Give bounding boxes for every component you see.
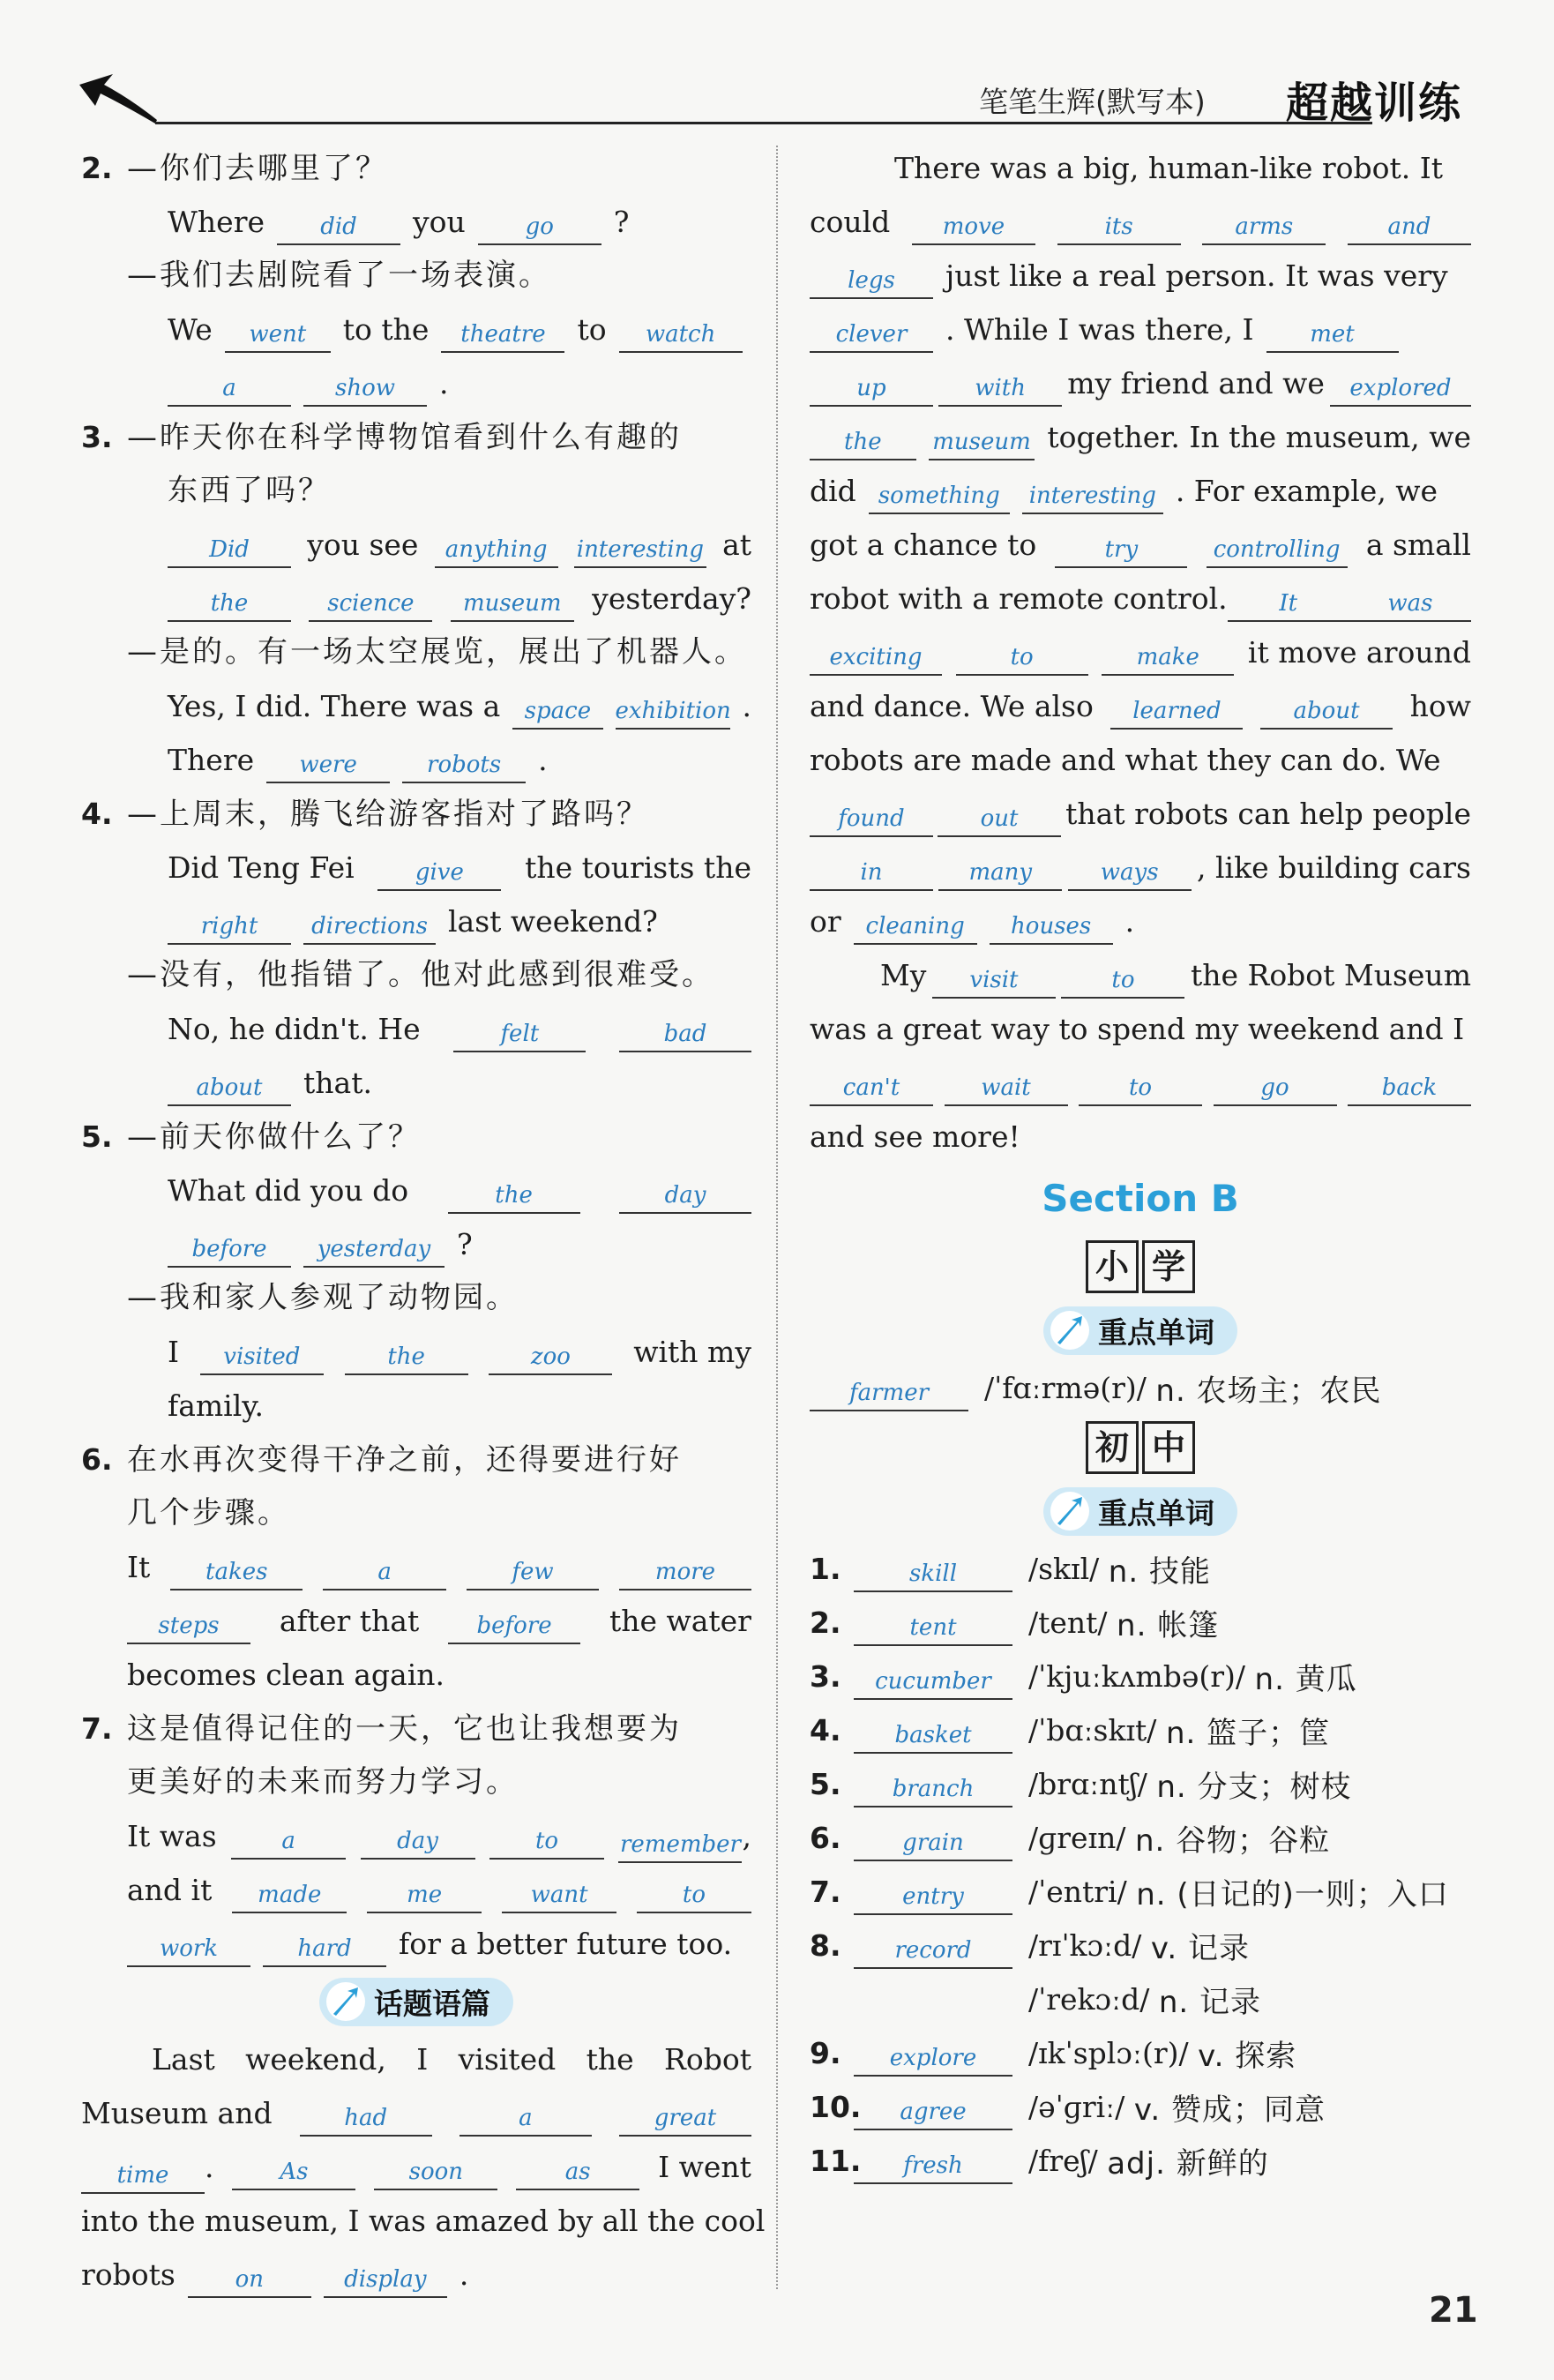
q6-en3: becomes clean again. <box>127 1658 445 1692</box>
q7-en1: It was a day to remember, <box>81 1809 751 1863</box>
answer-blank: skill <box>854 1557 1012 1592</box>
passage-line-r1: There was a big, human-like robot. It <box>894 151 1444 185</box>
passage-line-5: robots on display . <box>81 2248 751 2301</box>
junior-level-label: 初 中 <box>810 1415 1471 1480</box>
vocab-row <box>810 1865 1471 1919</box>
definition: n. 记录 <box>1158 1985 1262 2020</box>
question-prompt: —你们去哪里了？ <box>127 151 388 186</box>
definition: n. (日记的)一则；入口 <box>1136 1877 1449 1912</box>
answer-blank: and <box>1348 210 1471 245</box>
q2-zh <box>81 141 751 195</box>
answer-blank: ways <box>1068 856 1192 891</box>
phonetic: /tent/ <box>1028 1605 1108 1640</box>
definition: adj. 新鲜的 <box>1107 2146 1269 2182</box>
passage-line-r6: the museum together. In the museum, we <box>810 410 1471 464</box>
vocab-row <box>810 1650 1471 1703</box>
answer-blank: had <box>300 2101 432 2137</box>
answer-blank: to <box>1061 963 1184 999</box>
answer-blank: yesterday <box>303 1232 445 1268</box>
q3-zh: 3. —昨天你在科学博物馆看到什么有趣的 <box>81 410 751 464</box>
q3-en3: Yes, I did. There was a space exhibition . <box>81 679 751 733</box>
passage-line-r17: was a great way to spend my weekend and I <box>810 1012 1465 1046</box>
answer-blank: fresh <box>854 2149 1012 2184</box>
answer-blank: something <box>869 479 1010 514</box>
passage-line-r5: up with my friend and we explored <box>810 356 1471 410</box>
definition: n. 帐篷 <box>1117 1608 1220 1643</box>
q3-zh2: —是的。有一场太空展览，展出了机器人。 <box>127 634 747 670</box>
answer-blank: a <box>323 1555 446 1590</box>
answer-blank: soon <box>374 2155 497 2190</box>
passage-line-r18 <box>810 1056 1471 1110</box>
answer-blank: zoo <box>489 1340 612 1375</box>
question-number: 4. <box>81 797 113 831</box>
question-number: 5. <box>81 1119 113 1154</box>
answer-blank: more <box>619 1555 751 1590</box>
header-rule <box>155 122 1372 124</box>
answer-blank: Did <box>168 533 291 568</box>
passage-line-4: into the museum, I was amazed by all the cool <box>81 2204 766 2238</box>
answer-blank: to <box>1079 1071 1202 1106</box>
passage-line-r19: and see more! <box>810 1119 1020 1154</box>
vocab-number: 8. <box>810 1928 841 1963</box>
answer-blank: went <box>225 318 331 353</box>
answer-blank: was <box>1349 587 1471 622</box>
key-words-heading: 重点单词 <box>810 1480 1471 1542</box>
q6-zh-b: 几个步骤。 <box>127 1495 290 1531</box>
answer-blank: time <box>81 2159 205 2194</box>
answer-blank: about <box>168 1071 291 1106</box>
vocab-row <box>810 1919 1471 1972</box>
q2-en1: Where did you go ? <box>81 195 751 249</box>
answer-blank: wait <box>945 1071 1068 1106</box>
answer-blank: learned <box>1110 694 1243 730</box>
answer-blank: robots <box>402 748 526 783</box>
passage-line-r8: got a chance to try controlling a small <box>810 518 1471 572</box>
vocab-row <box>810 1757 1471 1811</box>
vocab-number: 5. <box>810 1767 841 1801</box>
q5-en1: What did you do the day <box>81 1164 751 1217</box>
answer-blank: its <box>1057 210 1181 245</box>
passage-line-r4: clever . While I was there, I met <box>810 303 1471 356</box>
answer-blank: want <box>502 1878 616 1913</box>
answer-blank: legs <box>810 264 933 299</box>
primary-level-label: 小 学 <box>810 1234 1471 1299</box>
passage-line-1: Last weekend, I visited the Robot <box>152 2042 751 2077</box>
q4-en3: No, he didn't. He felt bad <box>81 1002 751 1056</box>
vocab-number: 2. <box>810 1605 841 1640</box>
vocab-row <box>810 1811 1471 1865</box>
answer-blank: record <box>854 1934 1012 1969</box>
answer-blank: great <box>619 2101 751 2137</box>
pen-arrow-icon <box>1050 1311 1089 1350</box>
answer-blank: entry <box>854 1880 1012 1915</box>
answer-blank: before <box>168 1232 291 1268</box>
question-number: 3. <box>81 420 113 454</box>
answer-blank: directions <box>303 909 436 945</box>
question-number: 2. <box>81 151 113 185</box>
q2-en2: We went to the theatre to watch <box>81 303 751 356</box>
answer-blank: cleaning <box>854 909 977 945</box>
answer-blank: tent <box>854 1611 1012 1646</box>
vocab-number: 9. <box>810 2036 841 2070</box>
q7-en3: work hard for a better future too. <box>81 1917 751 1971</box>
vocab-number: 11. <box>810 2144 862 2178</box>
vocab-row <box>810 2134 1471 2188</box>
answer-blank: with <box>938 371 1062 407</box>
answer-blank: work <box>127 1932 250 1967</box>
page-number: 21 <box>1429 2290 1478 2331</box>
answer-blank: steps <box>127 1609 250 1644</box>
answer-blank: branch <box>854 1772 1012 1807</box>
answer-blank: controlling <box>1207 533 1348 568</box>
answer-blank: explored <box>1330 371 1471 407</box>
passage-line-r2: could move its arms and <box>810 195 1471 249</box>
answer-blank: show <box>303 371 427 407</box>
q5-en2: before yesterday ? <box>81 1217 751 1271</box>
answer-blank: remember <box>618 1828 742 1863</box>
answer-blank: space <box>512 694 602 730</box>
answer-blank: houses <box>990 909 1113 945</box>
passage-line-r9: robot with a remote control. It was <box>810 572 1471 625</box>
header-subtitle: 笔笔生辉(默写本) <box>979 85 1206 119</box>
vocab-row <box>810 2080 1471 2134</box>
passage-line-r11: and dance. We also learned about how <box>810 679 1471 733</box>
q6-en1: It takes a few more <box>81 1540 751 1594</box>
answer-blank: explore <box>854 2041 1012 2077</box>
q4-en2: right directions last weekend? <box>81 894 751 948</box>
q6-en2: steps after that before the water <box>81 1594 751 1648</box>
vocab-row <box>810 1703 1471 1757</box>
passage-line-r15: or cleaning houses . <box>810 894 1471 948</box>
definition: v. 记录 <box>1150 1931 1250 1966</box>
phonetic: /freʃ/ <box>1028 2144 1098 2178</box>
q5-en4: family. <box>168 1388 265 1423</box>
q7-zh: 7. 这是值得记住的一天，它也让我想要为 <box>81 1702 751 1755</box>
answer-blank: hard <box>263 1932 386 1967</box>
phonetic: /brɑːntʃ/ <box>1028 1767 1147 1801</box>
answer-blank: make <box>1102 640 1234 676</box>
answer-blank: move <box>912 210 1035 245</box>
q4-zh2: —没有，他指错了。他对此感到很难受。 <box>127 957 714 992</box>
answer-blank: up <box>810 371 933 407</box>
phonetic: /rɪˈkɔːd/ <box>1028 1928 1142 1963</box>
answer-blank: As <box>232 2155 355 2190</box>
section-heading: Section B <box>1042 1177 1239 1220</box>
passage-line-r12: robots are made and what they can do. We <box>810 743 1441 777</box>
answer-blank: many <box>938 856 1062 891</box>
q3-en2: the science museum yesterday? <box>81 572 751 625</box>
q6-zh: 6. 在水再次变得干净之前，还得要进行好 <box>81 1433 751 1486</box>
answer-blank: theatre <box>441 318 564 353</box>
answer-blank: found <box>810 802 933 837</box>
passage-line-3: time . As soon as I went <box>81 2140 751 2194</box>
answer-blank: a <box>459 2101 592 2137</box>
answer-blank: interesting <box>1022 479 1163 514</box>
vocab-number: 4. <box>810 1713 841 1748</box>
q5-zh2: —我和家人参观了动物园。 <box>127 1280 519 1315</box>
answer-blank: in <box>810 856 933 891</box>
answer-blank: to <box>489 1824 604 1860</box>
answer-blank: exciting <box>810 640 942 676</box>
left-column <box>81 141 766 2301</box>
vocab-row <box>810 1542 1471 1596</box>
column-divider <box>776 146 778 2289</box>
answer-blank: clever <box>810 318 933 353</box>
answer-blank: made <box>232 1878 347 1913</box>
answer-blank: did <box>277 210 400 245</box>
answer-blank: out <box>938 802 1061 837</box>
passage-line-r13: found out that robots can help people <box>810 787 1471 841</box>
topic-passage-heading: 话题语篇 <box>81 1971 751 2032</box>
q4-en4: about that. <box>81 1056 751 1110</box>
answer-blank: bad <box>619 1017 751 1052</box>
vocab-number: 6. <box>810 1821 841 1855</box>
definition: v. 探索 <box>1198 2039 1297 2074</box>
q4-zh: 4. —上周末，腾飞给游客指对了路吗？ <box>81 787 751 841</box>
q2-zh2: —我们去剧院看了一场表演。 <box>127 258 551 293</box>
passage-line-r14: in many ways , like building cars <box>810 841 1471 894</box>
passage-line-r16: My visit to the Robot Museum <box>810 948 1471 1002</box>
answer-blank: day <box>619 1179 751 1214</box>
phonetic: /ˈentri/ <box>1028 1875 1127 1909</box>
vocab-number: 10. <box>810 2090 862 2124</box>
answer-blank: It <box>1228 587 1349 622</box>
answer-blank: met <box>1266 318 1399 353</box>
phonetic: /ˈrekɔːd/ <box>1028 1982 1150 2017</box>
answer-blank: display <box>324 2263 447 2298</box>
answer-blank: cucumber <box>854 1665 1012 1700</box>
answer-blank: felt <box>453 1017 586 1052</box>
answer-blank: to <box>956 640 1088 676</box>
vocab-number: 3. <box>810 1659 841 1694</box>
q5-en3: I visited the zoo with my <box>81 1325 751 1379</box>
answer-blank: the <box>448 1179 580 1214</box>
definition: n. 篮子；筐 <box>1165 1716 1331 1751</box>
answer-blank: anything <box>435 533 558 568</box>
q4-en1: Did Teng Fei give the tourists the <box>81 841 751 894</box>
definition: n. 黄瓜 <box>1254 1662 1357 1697</box>
q2-en3: a show . <box>81 356 751 410</box>
answer-blank: go <box>1214 1071 1337 1106</box>
answer-blank: can't <box>810 1071 933 1106</box>
phonetic: /ˈbɑːskɪt/ <box>1028 1713 1157 1748</box>
answer-blank: right <box>168 909 291 945</box>
phonetic: /ˈkjuːkʌmbə(r)/ <box>1028 1659 1246 1694</box>
answer-blank: takes <box>170 1555 303 1590</box>
phonetic: /ɡreɪn/ <box>1028 1821 1126 1855</box>
answer-blank: arms <box>1202 210 1326 245</box>
question-number: 6. <box>81 1442 113 1477</box>
answer-blank: as <box>516 2155 639 2190</box>
vocab-number: 7. <box>810 1875 841 1909</box>
answer-blank: grain <box>854 1826 1012 1861</box>
back-arrow-icon <box>78 72 159 125</box>
passage-line-2: Museum and had a great <box>81 2086 751 2140</box>
answer-blank: go <box>478 210 601 245</box>
answer-blank: science <box>309 587 432 622</box>
vocab-row <box>810 1596 1471 1650</box>
q3-zh-b: 东西了吗？ <box>168 473 331 508</box>
header-title: 超越训练 <box>1286 79 1463 128</box>
definition: n. 技能 <box>1108 1554 1211 1590</box>
answer-blank: few <box>467 1555 599 1590</box>
vocab-row <box>810 2026 1471 2080</box>
right-column <box>810 141 1471 2188</box>
answer-blank: the <box>345 1340 468 1375</box>
definition: v. 赞成；同意 <box>1133 2092 1326 2128</box>
pen-arrow-icon <box>326 1982 365 2021</box>
answer-blank: farmer <box>810 1376 968 1411</box>
phonetic: /ɪkˈsplɔː(r)/ <box>1028 2036 1189 2070</box>
answer-blank: visited <box>200 1340 324 1375</box>
q3-en4: There were robots . <box>81 733 751 787</box>
answer-blank: the <box>168 587 291 622</box>
phonetic: /əˈɡriː/ <box>1028 2090 1125 2124</box>
answer-blank: the <box>810 425 916 460</box>
answer-blank: try <box>1055 533 1187 568</box>
phonetic: /skɪl/ <box>1028 1552 1100 1586</box>
answer-blank: day <box>361 1824 475 1860</box>
key-words-heading: 重点单词 <box>810 1299 1471 1361</box>
definition: n. 谷物；谷粒 <box>1134 1823 1331 1859</box>
q3-en1: Did you see anything interesting at <box>81 518 751 572</box>
passage-line-r3: legs just like a real person. It was very <box>810 249 1471 303</box>
passage-line-r10: exciting to make it move around <box>810 625 1471 679</box>
vocab-row: farmer /ˈfɑːrmə(r)/ n. 农场主；农民 <box>810 1361 1471 1415</box>
vocab-row <box>810 1972 1471 2026</box>
pen-arrow-icon <box>1050 1492 1089 1531</box>
answer-blank: watch <box>619 318 743 353</box>
answer-blank: basket <box>854 1718 1012 1754</box>
answer-blank: give <box>377 856 501 891</box>
answer-blank: before <box>448 1609 580 1644</box>
answer-blank: on <box>188 2263 311 2298</box>
answer-blank: a <box>231 1824 346 1860</box>
vocab-list <box>810 1542 1471 2188</box>
answer-blank: museum <box>929 425 1035 460</box>
answer-blank: a <box>168 371 291 407</box>
answer-blank: museum <box>451 587 574 622</box>
vocab-number: 1. <box>810 1552 841 1586</box>
answer-blank: agree <box>854 2095 1012 2130</box>
answer-blank: interesting <box>574 533 706 568</box>
q5-zh: 5. —前天你做什么了？ <box>81 1110 751 1164</box>
answer-blank: were <box>266 748 390 783</box>
answer-blank: back <box>1348 1071 1471 1106</box>
answer-blank: me <box>367 1878 482 1913</box>
answer-blank: exhibition <box>616 694 730 730</box>
q7-zh-b: 更美好的未来而努力学习。 <box>127 1764 519 1800</box>
answer-blank: visit <box>932 963 1056 999</box>
passage-line-r7: did something interesting . For example, we <box>810 464 1471 518</box>
q7-en2: and it made me want to <box>81 1863 751 1917</box>
answer-blank: about <box>1260 694 1393 730</box>
answer-blank: to <box>637 1878 751 1913</box>
definition: n. 分支；树枝 <box>1156 1770 1352 1805</box>
question-number: 7. <box>81 1711 113 1746</box>
